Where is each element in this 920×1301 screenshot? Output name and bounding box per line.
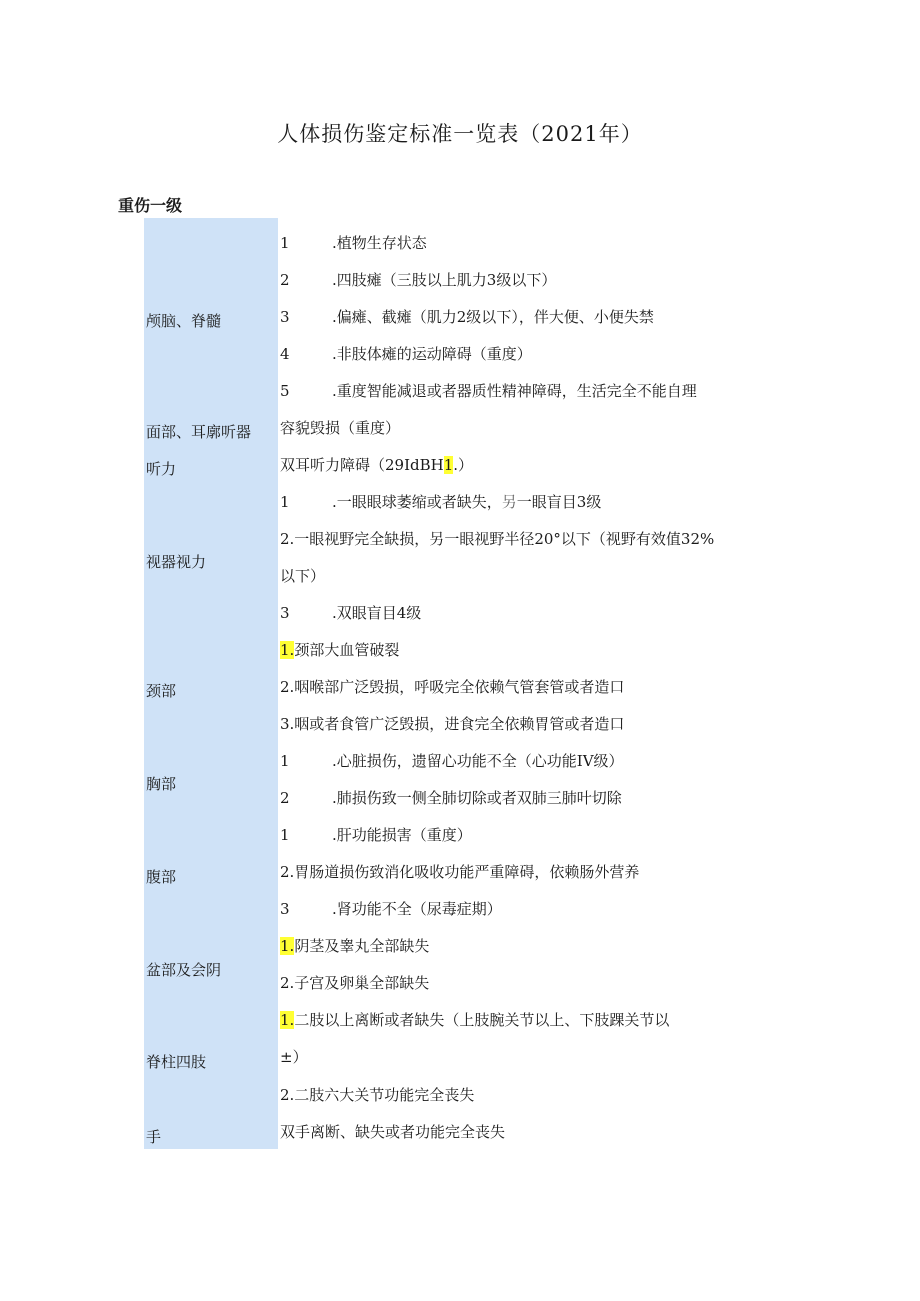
item-number: 3: [280, 900, 290, 918]
list-item: [280, 343, 532, 365]
item-text: 容貌毁损（重度）: [280, 419, 401, 437]
item-number: 3: [280, 308, 290, 326]
item-text: .肺损伤致一侧全肺切除或者双肺三肺叶切除: [332, 789, 622, 807]
item-text: 二肢以上离断或者缺失（上肢腕关节以上、下肢踝关节以: [294, 1011, 670, 1029]
list-item: [280, 417, 400, 439]
list-item: [280, 713, 624, 735]
item-text: .双眼盲目4级: [332, 604, 422, 622]
category-label: 听力: [146, 460, 177, 478]
item-text: 双手离断、缺失或者功能完全丧失: [280, 1123, 506, 1141]
category-label: 盆部及会阴: [146, 961, 222, 979]
list-item: [280, 935, 429, 957]
list-item: [280, 676, 624, 698]
list-item: [280, 454, 473, 476]
list-item: [280, 787, 622, 809]
list-item: [280, 861, 639, 883]
item-text-tail: 一眼盲目3级: [516, 493, 602, 511]
highlight-mark: 1: [443, 456, 454, 474]
item-number: 3: [280, 604, 290, 622]
item-text: 以下）: [280, 567, 326, 585]
item-number: 1: [280, 234, 290, 252]
list-item: [280, 750, 624, 772]
list-item: [280, 232, 427, 254]
item-text: 双耳听力障碍（29IdBH: [280, 456, 444, 474]
item-number: 1: [280, 493, 290, 511]
item-number: 5: [280, 382, 290, 400]
item-text: 2.咽喉部广泛毁损，呼吸完全依赖气管套管或者造口: [280, 678, 625, 696]
item-text: 颈部大血管破裂: [294, 641, 400, 659]
list-item: [280, 528, 714, 550]
list-item: [280, 491, 601, 513]
list-item: [280, 1009, 669, 1031]
item-text: 2.二肢六大关节功能完全丧失: [280, 1086, 475, 1104]
item-number: 2: [280, 789, 290, 807]
item-text: 2.胃肠道损伤致消化吸收功能严重障碍，依赖肠外营养: [280, 863, 640, 881]
list-item: [280, 1121, 505, 1143]
category-label: 颈部: [146, 682, 177, 700]
item-number: 2: [280, 271, 290, 289]
item-number: 1: [280, 826, 290, 844]
category-label: 腹部: [146, 868, 177, 886]
item-text: .非肢体瘫的运动障碍（重度）: [332, 345, 532, 363]
item-text: .一眼眼球萎缩或者缺失，: [332, 493, 502, 511]
category-label: 脊柱四肢: [146, 1053, 207, 1071]
list-item: [280, 1046, 308, 1068]
item-text: .心脏损伤，遗留心功能不全（心功能IV级）: [332, 752, 624, 770]
item-text: .肾功能不全（尿毒症期）: [332, 900, 502, 918]
list-item: [280, 565, 325, 587]
item-text: 3.咽或者食管广泛毁损，进食完全依赖胃管或者造口: [280, 715, 625, 733]
category-label: 颅脑、脊髓: [146, 312, 222, 330]
item-text: .偏瘫、截瘫（肌力2级以下），伴大便、小便失禁: [332, 308, 654, 326]
item-text-tail: .）: [453, 456, 474, 474]
item-text: 2.一眼视野完全缺损，另一眼视野半径20°以下（视野有效值32%: [280, 530, 715, 548]
item-number: 4: [280, 345, 290, 363]
list-item: [280, 306, 654, 328]
item-text: .肝功能损害（重度）: [332, 826, 472, 844]
section-heading: 重伤一级: [118, 196, 183, 215]
item-text: .四肢瘫（三肢以上肌力3级以下）: [332, 271, 557, 289]
list-item: [280, 380, 697, 402]
list-item: [280, 602, 421, 624]
item-text: 阴茎及睾丸全部缺失: [294, 937, 430, 955]
list-item: [280, 1084, 474, 1106]
item-text: 2.子宫及卵巢全部缺失: [280, 974, 430, 992]
list-item: [280, 639, 399, 661]
page-title: 人体损伤鉴定标准一览表（2021年）: [277, 122, 643, 146]
highlight-mark: 1.: [280, 937, 295, 955]
highlight-mark: 1.: [280, 1011, 295, 1029]
list-item: [280, 972, 429, 994]
item-text: .重度智能减退或者器质性精神障碍，生活完全不能自理: [332, 382, 697, 400]
item-text: ±）: [280, 1048, 308, 1066]
item-text-gray: 另: [501, 493, 517, 511]
list-item: [280, 269, 556, 291]
item-number: 1: [280, 752, 290, 770]
item-text: .植物生存状态: [332, 234, 427, 252]
category-label: 手: [146, 1128, 162, 1146]
category-label: 胸部: [146, 775, 177, 793]
category-label: 视器视力: [146, 553, 207, 571]
list-item: [280, 898, 502, 920]
list-item: [280, 824, 472, 846]
highlight-mark: 1.: [280, 641, 295, 659]
category-label: 面部、耳廓听器: [146, 423, 252, 441]
